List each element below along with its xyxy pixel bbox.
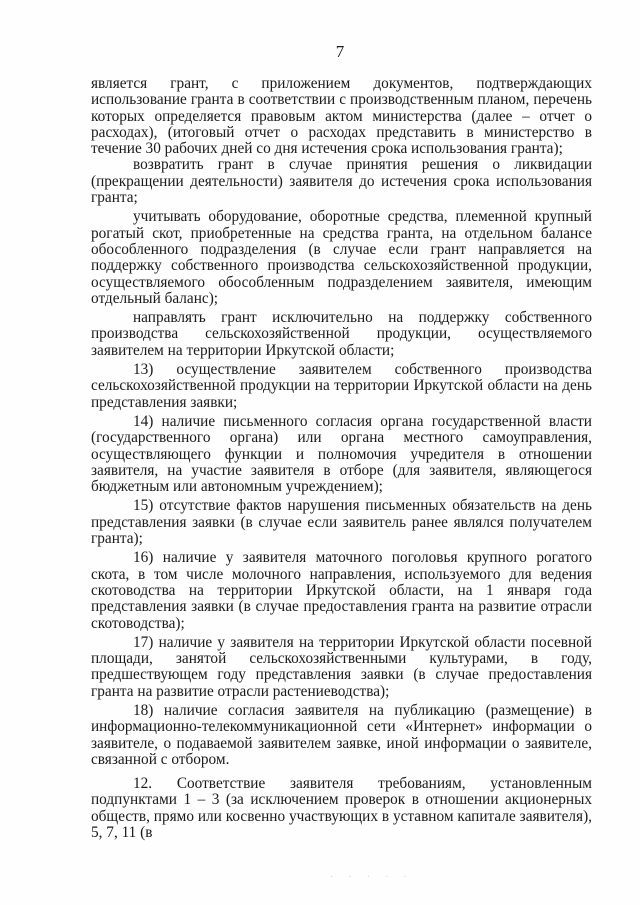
scan-artifact: · · · · ·: [330, 872, 413, 883]
paragraph-item-18: 18) наличие согласия заявителя на публикацию (размещение) в информационно-телекоммуникационной сети «Интернет» информации о заявителе, о подаваемой заявителем заявке, иной информации о заявителе, связанной с отбором.: [91, 701, 592, 768]
paragraph-return-grant: возвратить грант в случае принятия решения о ликвидации (прекращении деятельности) заявителя до истечения срока использования гранта;: [91, 156, 592, 207]
paragraph-direct-grant: направлять грант исключительно на поддержку собственного производства сельскохозяйственной продукции, осуществляемого заявителем на территории Иркутской области;: [91, 309, 592, 359]
paragraph-section-12: 12. Соответствие заявителя требованиям, установленным подпунктами 1 – 3 (за исключением проверок в отношении акционерных обществ, прямо или косвенно участвующих в уставном капитале заявителя), 5, 7, 11 (в: [91, 775, 592, 842]
page-number: 7: [335, 42, 345, 61]
paragraph-item-15: 15) отсутствие фактов нарушения письменных обязательств на день представления заявки (в случае если заявитель ранее являлся получателем гранта);: [91, 497, 592, 548]
paragraph-item-17: 17) наличие у заявителя на территории Иркутской области посевной площади, занятой сельскохозяйственными культурами, в году, предшествующем году представления заявки (в случае предоставления гранта на развитие отрасли растениеводства);: [91, 633, 592, 700]
paragraph-item-14: 14) наличие письменного согласия органа государственной власти (государственного органа) или органа местного самоуправления, осуществляющего функции и полномочия учредителя в отношении заявителя, на участие заявителя в отборе (для заявителя, являющегося бюджетным или автономным учреждением);: [91, 412, 592, 496]
document-body: [91, 76, 592, 841]
paragraph-accounting: учитывать оборудование, оборотные средства, племенной крупный рогатый скот, приобретенные на средства гранта, на отдельном балансе обособленного подразделения (в случае если грант направляется на поддержку собственного производства сельскохозяйственной продукции, осуществляемого обособленным подразделением заявителя, имеющим отдельный баланс);: [91, 208, 592, 307]
paragraph-item-13: 13) осуществление заявителем собственного производства сельскохозяйственной продукции на территории Иркутской области на день представления заявки;: [91, 361, 592, 411]
paragraph-continuation: является грант, с приложением документов, подтверждающих использование гранта в соответствии с производственным планом, перечень которых определяется правовым актом министерства (далее – отчет о расходах), (итоговый отчет о расходах представить в министерство в течение 30 рабочих дней со дня истечения срока использования гранта);: [91, 75, 592, 158]
paragraph-item-16: 16) наличие у заявителя маточного поголовья крупного рогатого скота, в том числе молочного направления, используемого для ведения скотоводства на территории Иркутской области, на 1 января года представления заявки (в случае предоставления гранта на развитие отрасли скотоводства);: [91, 549, 592, 632]
